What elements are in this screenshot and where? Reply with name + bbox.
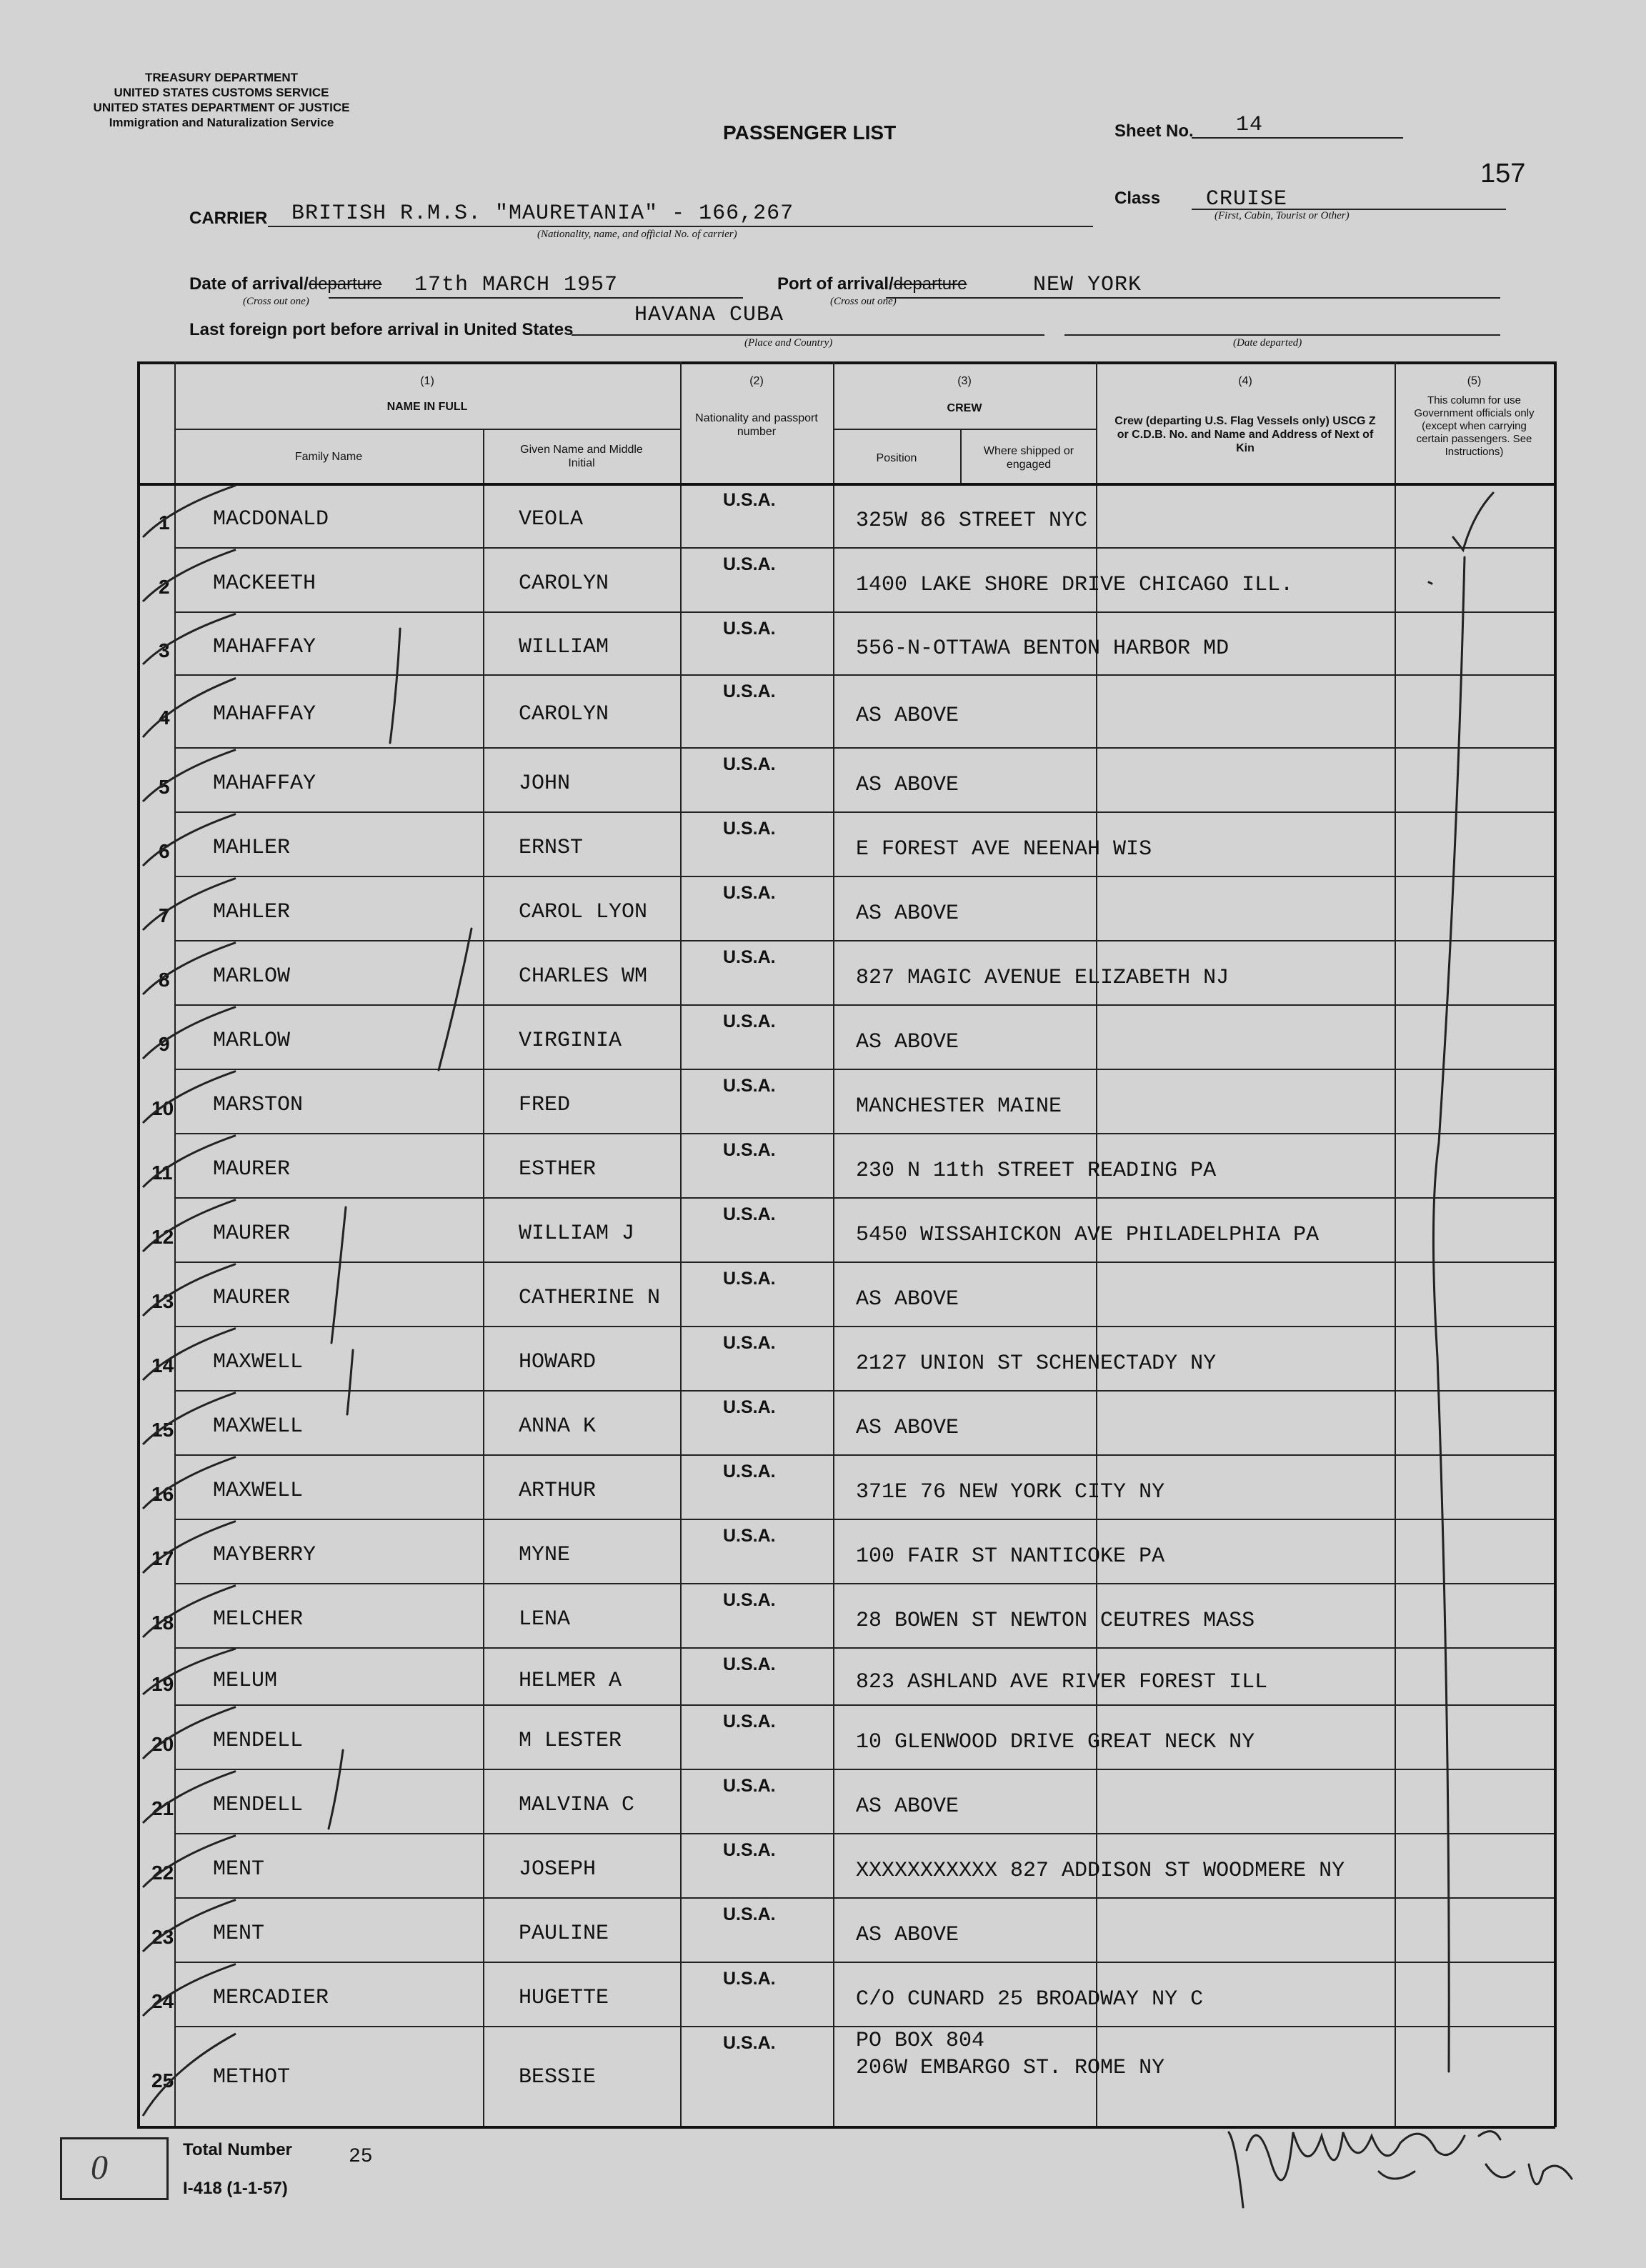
agency-line-customs: UNITED STATES CUSTOMS SERVICE xyxy=(114,86,329,99)
col5-title: This column for use Government officials only (except when carrying certain passengers. See Instructions) xyxy=(1414,394,1535,458)
next-of-kin-address: 1400 LAKE SHORE DRIVE CHICAGO ILL. xyxy=(856,573,1294,597)
next-of-kin-address: E FOREST AVE NEENAH WIS xyxy=(856,837,1152,861)
family-name: MAHAFFAY xyxy=(213,771,316,796)
given-name: JOHN xyxy=(519,771,571,796)
row-number: 11 xyxy=(151,1162,173,1184)
given-name: PAULINE xyxy=(519,1922,609,1946)
next-of-kin-address: 2127 UNION ST SCHENECTADY NY xyxy=(856,1352,1217,1376)
row-number: 7 xyxy=(159,904,170,926)
family-name: MENDELL xyxy=(213,1729,304,1753)
col4-number: (4) xyxy=(1238,375,1252,387)
total-label: Total Number xyxy=(183,2140,292,2159)
port-struck: departure xyxy=(893,274,967,294)
address-extra: PO BOX 804 xyxy=(856,2029,985,2053)
row-number: 17 xyxy=(151,1547,174,1569)
given-name: CAROLYN xyxy=(519,702,609,726)
column5-dot xyxy=(1429,582,1432,584)
sheet-number: 14 xyxy=(1236,113,1264,137)
col1-given-header: Given Name and Middle Initial xyxy=(520,444,643,469)
family-name: MAURER xyxy=(213,1157,291,1182)
row-number: 14 xyxy=(151,1354,174,1377)
col1-family-header: Family Name xyxy=(294,451,363,463)
row-number: 15 xyxy=(151,1419,174,1441)
given-name: VEOLA xyxy=(519,507,584,531)
next-of-kin-address: MANCHESTER MAINE xyxy=(856,1094,1062,1119)
col1-title: NAME IN FULL xyxy=(386,401,468,413)
carrier-label: CARRIER xyxy=(189,209,268,228)
row-number: 16 xyxy=(151,1483,174,1505)
row-number: 18 xyxy=(151,1612,174,1634)
family-name: MAXWELL xyxy=(213,1479,304,1503)
col3-position-header: Position xyxy=(876,452,917,464)
name-col-stroke-4 xyxy=(347,1350,353,1414)
next-of-kin-address: AS ABOVE xyxy=(856,1794,959,1819)
row-number: 1 xyxy=(159,511,170,534)
next-of-kin-address: 827 MAGIC AVENUE ELIZABETH NJ xyxy=(856,966,1229,990)
family-name: MAHLER xyxy=(213,900,291,924)
nationality: U.S.A. xyxy=(723,1269,776,1289)
family-name: MAHAFFAY xyxy=(213,635,316,659)
nationality: U.S.A. xyxy=(723,1712,776,1732)
nationality: U.S.A. xyxy=(723,2033,776,2053)
row-number: 23 xyxy=(151,1926,174,1948)
given-name: MALVINA C xyxy=(519,1793,635,1817)
next-of-kin-address: AS ABOVE xyxy=(856,1287,959,1312)
next-of-kin-address: 28 BOWEN ST NEWTON CEUTRES MASS xyxy=(856,1609,1255,1633)
agency-line-justice: UNITED STATES DEPARTMENT OF JUSTICE xyxy=(93,101,350,114)
given-name: HELMER A xyxy=(519,1669,622,1693)
col3-number: (3) xyxy=(957,375,972,387)
family-name: MENT xyxy=(213,1922,265,1946)
family-name: MAURER xyxy=(213,1286,291,1310)
next-of-kin-address: 206W EMBARGO ST. ROME NY xyxy=(856,2056,1165,2080)
class-caption: (First, Cabin, Tourist or Other) xyxy=(1214,210,1350,221)
next-of-kin-address: C/O CUNARD 25 BROADWAY NY C xyxy=(856,1987,1204,2012)
nationality: U.S.A. xyxy=(723,619,776,639)
row-number: 19 xyxy=(151,1673,174,1695)
date-cross-out: (Cross out one) xyxy=(243,296,309,307)
given-name: LENA xyxy=(519,1607,571,1632)
row-number: 13 xyxy=(151,1290,174,1312)
nationality: U.S.A. xyxy=(723,1776,776,1796)
given-name: WILLIAM xyxy=(519,635,609,659)
port-label-text: Port of arrival/ xyxy=(777,274,894,294)
given-name: ESTHER xyxy=(519,1157,597,1182)
family-name: MAXWELL xyxy=(213,1350,304,1374)
family-name: MELCHER xyxy=(213,1607,304,1632)
family-name: MAHAFFAY xyxy=(213,702,316,726)
row-number: 2 xyxy=(159,576,170,598)
family-name: MACKEETH xyxy=(213,571,316,596)
total-value: 25 xyxy=(349,2146,373,2168)
row-number: 8 xyxy=(159,969,170,991)
date-departed-caption: (Date departed) xyxy=(1233,337,1302,349)
nationality: U.S.A. xyxy=(723,1969,776,1989)
family-name: MAURER xyxy=(213,1222,291,1246)
class-label: Class xyxy=(1114,189,1161,208)
family-name: MARLOW xyxy=(213,964,291,989)
nationality: U.S.A. xyxy=(723,947,776,967)
family-name: MAXWELL xyxy=(213,1414,304,1439)
given-name: CHARLES WM xyxy=(519,964,648,989)
next-of-kin-address: AS ABOVE xyxy=(856,1923,959,1947)
name-col-stroke-2 xyxy=(439,929,472,1070)
nationality: U.S.A. xyxy=(723,1462,776,1482)
port-cross-out: (Cross out one) xyxy=(830,296,897,307)
next-of-kin-address: AS ABOVE xyxy=(856,901,959,926)
given-name: HUGETTE xyxy=(519,1986,609,2010)
row-number: 22 xyxy=(151,1862,174,1884)
given-name: JOSEPH xyxy=(519,1857,597,1882)
nationality: U.S.A. xyxy=(723,1654,776,1674)
family-name: MENT xyxy=(213,1857,265,1882)
port-value: NEW YORK xyxy=(1033,273,1142,297)
name-col-stroke-3 xyxy=(331,1207,346,1343)
stamp-box-mark: 0 xyxy=(91,2149,108,2187)
next-of-kin-address: 100 FAIR ST NANTICOKE PA xyxy=(856,1544,1165,1569)
carrier-value: BRITISH R.M.S. "MAURETANIA" - 166,267 xyxy=(291,201,794,226)
last-port-value: HAVANA CUBA xyxy=(634,303,784,327)
next-of-kin-address: 10 GLENWOOD DRIVE GREAT NECK NY xyxy=(856,1730,1255,1754)
given-name: CATHERINE N xyxy=(519,1286,661,1310)
next-of-kin-address: 556-N-OTTAWA BENTON HARBOR MD xyxy=(856,636,1229,661)
nationality: U.S.A. xyxy=(723,490,776,510)
column5-check-line xyxy=(1433,493,1493,2072)
given-name: ERNST xyxy=(519,836,584,860)
col3-shipped-header: Where shipped or engaged xyxy=(983,445,1074,471)
page-stamp: 157 xyxy=(1480,159,1526,189)
next-of-kin-address: 823 ASHLAND AVE RIVER FOREST ILL xyxy=(856,1670,1268,1694)
nationality: U.S.A. xyxy=(723,1397,776,1417)
family-name: METHOT xyxy=(213,2065,291,2089)
last-port-label: Last foreign port before arrival in United States xyxy=(189,320,574,339)
nationality: U.S.A. xyxy=(723,681,776,701)
page-title: PASSENGER LIST xyxy=(723,121,897,144)
next-of-kin-address: AS ABOVE xyxy=(856,773,959,797)
next-of-kin-address: XXXXXXXXXXX 827 ADDISON ST WOODMERE NY xyxy=(856,1859,1345,1883)
family-name: MARLOW xyxy=(213,1029,291,1053)
next-of-kin-address: 230 N 11th STREET READING PA xyxy=(856,1159,1217,1183)
given-name: ANNA K xyxy=(519,1414,597,1439)
family-name: MERCADIER xyxy=(213,1986,329,2010)
row-number: 10 xyxy=(151,1097,174,1119)
col5-number: (5) xyxy=(1467,375,1482,387)
given-name: VIRGINIA xyxy=(519,1029,622,1053)
place-caption: (Place and Country) xyxy=(744,337,833,349)
given-name: HOWARD xyxy=(519,1350,597,1374)
row-number: 5 xyxy=(159,776,170,798)
given-name: FRED xyxy=(519,1093,571,1117)
nationality: U.S.A. xyxy=(723,754,776,774)
next-of-kin-address: AS ABOVE xyxy=(856,1416,959,1440)
nationality: U.S.A. xyxy=(723,1590,776,1610)
nationality: U.S.A. xyxy=(723,1526,776,1546)
row-number: 6 xyxy=(159,840,170,862)
family-name: MAYBERRY xyxy=(213,1543,316,1567)
row-number: 12 xyxy=(151,1226,174,1248)
col2-number: (2) xyxy=(749,375,764,387)
given-name: MYNE xyxy=(519,1543,571,1567)
class-value: CRUISE xyxy=(1206,187,1288,211)
nationality: U.S.A. xyxy=(723,1204,776,1224)
given-name: BESSIE xyxy=(519,2065,597,2089)
next-of-kin-address: AS ABOVE xyxy=(856,1030,959,1054)
nationality: U.S.A. xyxy=(723,1140,776,1160)
next-of-kin-address: 371E 76 NEW YORK CITY NY xyxy=(856,1480,1165,1504)
date-struck: departure xyxy=(308,274,382,294)
given-name: M LESTER xyxy=(519,1729,622,1753)
nationality: U.S.A. xyxy=(723,1011,776,1031)
nationality: U.S.A. xyxy=(723,819,776,839)
nationality: U.S.A. xyxy=(723,1904,776,1924)
nationality: U.S.A. xyxy=(723,1076,776,1096)
given-name: WILLIAM J xyxy=(519,1222,635,1246)
name-col-stroke-5 xyxy=(329,1750,343,1829)
nationality: U.S.A. xyxy=(723,554,776,574)
col3-title: CREW xyxy=(947,402,982,414)
date-label-text: Date of arrival/ xyxy=(189,274,309,294)
nationality: U.S.A. xyxy=(723,1840,776,1860)
row-number: 21 xyxy=(151,1797,174,1819)
row-number: 20 xyxy=(151,1733,174,1755)
carrier-caption: (Nationality, name, and official No. of carrier) xyxy=(537,229,737,240)
row-number: 4 xyxy=(159,706,170,729)
row-number: 24 xyxy=(151,1990,174,2012)
nationality: U.S.A. xyxy=(723,1333,776,1353)
col4-title: Crew (departing U.S. Flag Vessels only) USCG Z or C.D.B. No. and Name and Address of Next of Kin xyxy=(1114,415,1376,454)
next-of-kin-address: 325W 86 STREET NYC xyxy=(856,509,1088,533)
agency-line-ins: Immigration and Naturalization Service xyxy=(109,116,334,129)
row-number: 9 xyxy=(159,1033,170,1055)
col2-title: Nationality and passport number xyxy=(695,412,818,438)
family-name: MAHLER xyxy=(213,836,291,860)
sheet-label: Sheet No. xyxy=(1114,121,1194,141)
agency-line-treasury: TREASURY DEPARTMENT xyxy=(144,71,299,84)
signature xyxy=(1229,2132,1572,2207)
row-number: 25 xyxy=(151,2069,174,2092)
nationality: U.S.A. xyxy=(723,883,776,903)
form-number: I-418 (1-1-57) xyxy=(183,2179,288,2198)
family-name: MENDELL xyxy=(213,1793,304,1817)
name-col-stroke-1 xyxy=(390,629,400,743)
col1-number: (1) xyxy=(420,375,434,387)
given-name: CAROLYN xyxy=(519,571,609,596)
date-value: 17th MARCH 1957 xyxy=(414,273,619,297)
family-name: MARSTON xyxy=(213,1093,304,1117)
row-number: 3 xyxy=(159,639,170,661)
family-name: MELUM xyxy=(213,1669,278,1693)
given-name: CAROL LYON xyxy=(519,900,648,924)
family-name: MACDONALD xyxy=(213,507,329,531)
given-name: ARTHUR xyxy=(519,1479,597,1503)
next-of-kin-address: 5450 WISSAHICKON AVE PHILADELPHIA PA xyxy=(856,1223,1320,1247)
next-of-kin-address: AS ABOVE xyxy=(856,704,959,728)
